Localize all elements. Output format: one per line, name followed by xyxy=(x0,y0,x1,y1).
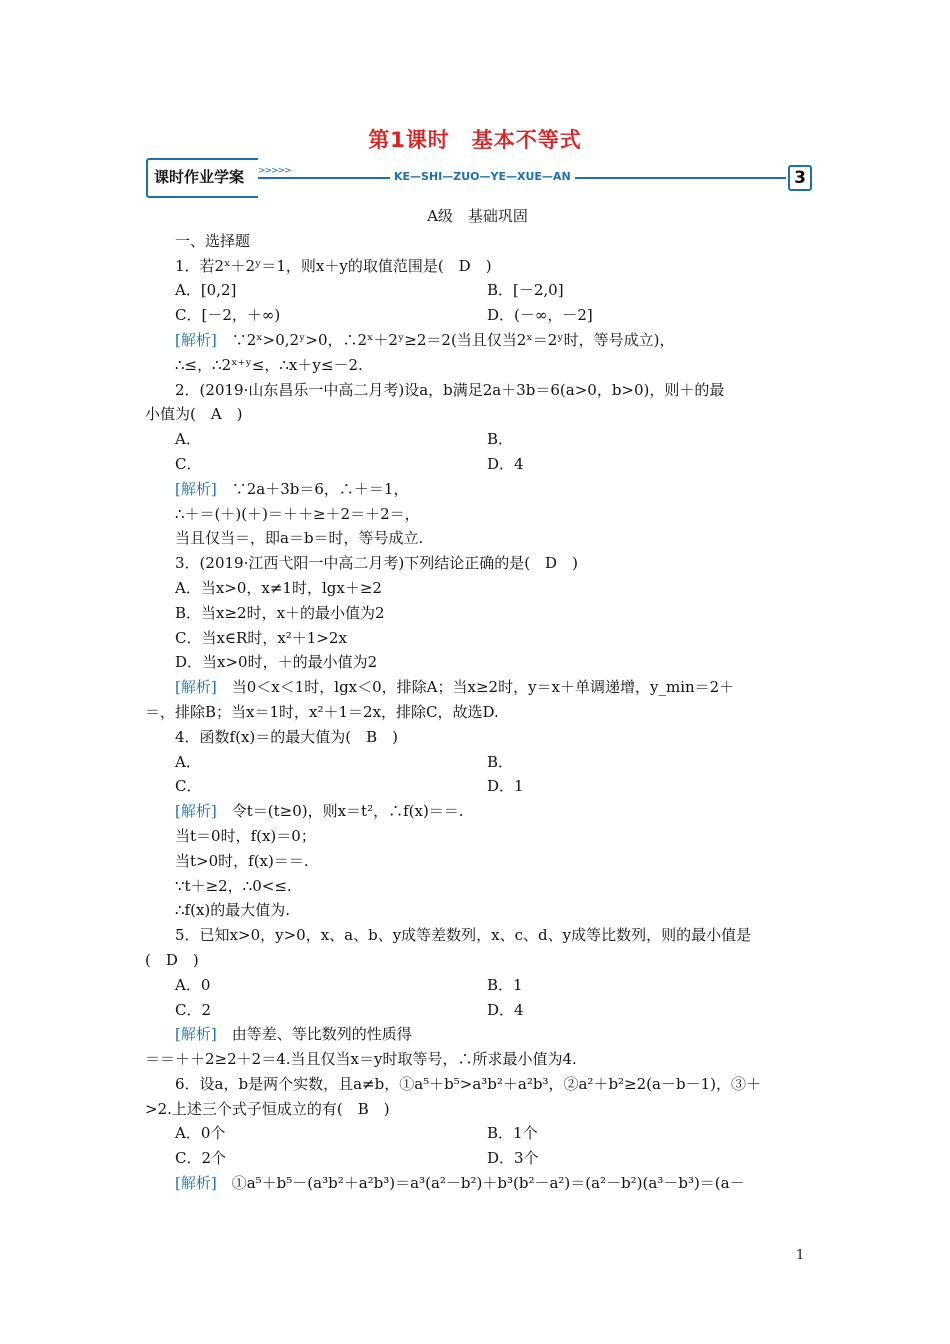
text-line: 6．设a，b是两个实数，且a≠b，①a⁵＋b⁵>a³b²＋a²b³，②a²＋b²≥2(a－b－1)，③＋ xyxy=(175,1074,761,1093)
section-banner xyxy=(146,158,816,196)
text-line: C．当x∈R时，x²＋1>2x xyxy=(175,628,347,647)
option-row xyxy=(145,427,810,452)
analysis-line xyxy=(145,328,810,353)
analysis-tag: [解析] xyxy=(175,1025,217,1044)
banner-pinyin: KE—SHI—ZUO—YE—XUE—AN xyxy=(390,170,575,183)
option-left: A． xyxy=(175,430,201,449)
analysis-line xyxy=(145,799,810,824)
option-left: A．0个 xyxy=(175,1124,226,1143)
text-line: 4．函数f(x)＝的最大值为( B ) xyxy=(175,727,398,746)
option-right: D．4 xyxy=(487,1000,524,1019)
text-line: >2.上述三个式子恒成立的有( B ) xyxy=(145,1099,390,1118)
text-line: 5．已知x>0，y>0，x、a、b、y成等差数列，x、c、d、y成等比数列，则的最小值是 xyxy=(175,926,752,945)
text-line: A．当x>0，x≠1时，lgx＋≥2 xyxy=(175,578,382,597)
text-line: 3．(2019·江西弋阳一中高二月考)下列结论正确的是( D ) xyxy=(175,554,578,573)
option-right: B．1 xyxy=(487,975,523,994)
option-left: C． xyxy=(175,454,202,473)
text-line: ＝＝＋＋2≥2＋2＝4.当且仅当x＝y时取等号，∴所求最小值为4. xyxy=(145,1050,577,1069)
analysis-text: ∵2a＋3b＝6，∴＋＝1， xyxy=(216,479,409,498)
analysis-tag: [解析] xyxy=(175,479,217,498)
analysis-text: ①a⁵＋b⁵－(a³b²＋a²b³)＝a³(a²－b²)＋b³(b²－a²)＝(a²－b²)(a³－b³)＝(a－ xyxy=(216,1174,745,1193)
text-line: ∴＋＝(＋)(＋)＝＋＋≥＋2＝＋2＝， xyxy=(175,504,420,523)
text-line: ∵t＋≥2，∴0<≤. xyxy=(175,876,292,895)
text-line: 2．(2019·山东昌乐一中高二月考)设a，b满足2a＋3b＝6(a>0，b>0)，则＋的最 xyxy=(175,380,725,399)
analysis-line xyxy=(145,477,810,502)
option-right: B． xyxy=(487,752,514,771)
analysis-line xyxy=(145,1022,810,1047)
option-right: D．4 xyxy=(487,454,524,473)
option-row xyxy=(145,303,810,328)
banner-arrows: >>>>> xyxy=(258,166,291,176)
option-right: B．[－2,0] xyxy=(487,281,564,300)
text-line: ∴f(x)的最大值为. xyxy=(175,901,291,920)
banner-label: 课时作业学案 xyxy=(154,168,245,186)
analysis-text: 当0＜x＜1时，lgx＜0，排除A；当x≥2时，y＝x＋单调递增，y_min＝2＋ xyxy=(216,678,735,697)
option-left: C． xyxy=(175,777,202,796)
text-line: ＝，排除B；当x＝1时，x²＋1＝2x，排除C，故选D. xyxy=(145,702,499,721)
option-right: D．(－∞，－2] xyxy=(487,306,593,325)
exercise-content xyxy=(145,204,810,1196)
page-title: 第1课时 基本不等式 xyxy=(368,128,582,152)
option-row xyxy=(145,1121,810,1146)
text-line: 小值为( A ) xyxy=(145,405,243,424)
text-line: 当t>0时，f(x)＝＝. xyxy=(175,851,309,870)
analysis-line xyxy=(145,1171,810,1196)
text-line: 一、选择题 xyxy=(175,231,251,250)
analysis-tag: [解析] xyxy=(175,330,217,349)
option-right: B．1个 xyxy=(487,1124,538,1143)
analysis-text: ∵2ˣ>0,2ʸ>0，∴2ˣ＋2ʸ≥2＝2(当且仅当2ˣ＝2ʸ时，等号成立)， xyxy=(216,330,675,349)
option-row xyxy=(145,452,810,477)
text-line: 当且仅当＝，即a＝b＝时，等号成立. xyxy=(175,529,424,548)
option-row xyxy=(145,774,810,799)
option-left: C．[－2，＋∞) xyxy=(175,306,281,325)
option-right: D．3个 xyxy=(487,1149,539,1168)
level-heading: A级 基础巩固 xyxy=(427,207,528,225)
text-line: 1．若2ˣ＋2ʸ＝1，则x＋y的取值范围是( D ) xyxy=(175,256,492,275)
page-number: 1 xyxy=(796,1248,805,1263)
option-row xyxy=(145,998,810,1023)
analysis-text: 由等差、等比数列的性质得 xyxy=(216,1025,412,1044)
option-row xyxy=(145,1146,810,1171)
banner-number-badge: 3 xyxy=(788,165,812,191)
text-line: B．当x≥2时，x＋的最小值为2 xyxy=(175,603,385,622)
analysis-text: 令t＝(t≥0)，则x＝t²，∴f(x)＝＝. xyxy=(216,802,464,821)
option-left: A． xyxy=(175,752,201,771)
analysis-tag: [解析] xyxy=(175,802,217,821)
text-line: D．当x>0时，＋的最小值为2 xyxy=(175,653,378,672)
analysis-line xyxy=(145,675,810,700)
option-right: B． xyxy=(487,430,514,449)
text-line: ∴≤，∴2ˣ⁺ʸ≤，∴x＋y≤－2. xyxy=(175,355,363,374)
option-right: D．1 xyxy=(487,777,524,796)
text-line: 当t＝0时，f(x)＝0； xyxy=(175,826,316,845)
option-row xyxy=(145,750,810,775)
option-left: A．0 xyxy=(175,975,211,994)
text-line: ( D ) xyxy=(145,950,199,969)
analysis-tag: [解析] xyxy=(175,678,217,697)
option-row xyxy=(145,973,810,998)
option-left: C．2个 xyxy=(175,1149,227,1168)
option-left: C．2 xyxy=(175,1000,212,1019)
analysis-tag: [解析] xyxy=(175,1174,217,1193)
option-row xyxy=(145,278,810,303)
option-left: A．[0,2] xyxy=(175,281,237,300)
